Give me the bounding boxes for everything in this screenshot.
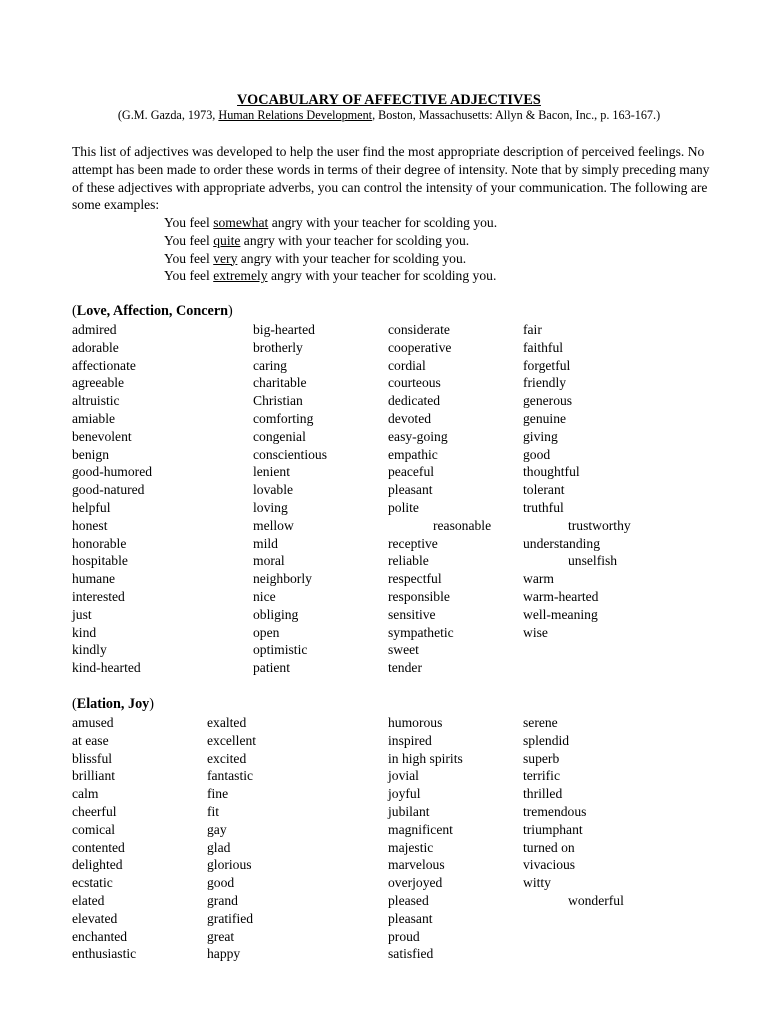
adjective-word: witty xyxy=(523,875,551,891)
adjective-word: responsible xyxy=(388,588,450,604)
adjective-word: well-meaning xyxy=(523,606,598,622)
adjective-word: forgetful xyxy=(523,357,571,373)
adjective-word: benevolent xyxy=(72,428,132,444)
section-heading-text: Love, Affection, Concern xyxy=(76,303,229,319)
adjective-word: elated xyxy=(72,892,105,908)
adjective-word: ecstatic xyxy=(72,875,113,891)
paren-close: ) xyxy=(228,303,233,319)
adjective-word: delighted xyxy=(72,857,123,873)
adjective-word: good xyxy=(523,446,551,462)
section-heading-love xyxy=(72,303,233,320)
example-prefix: You feel xyxy=(164,268,214,284)
adjective-word: optimistic xyxy=(253,642,308,658)
paren-close: ) xyxy=(149,696,154,712)
adjective-word: warm xyxy=(523,571,554,587)
adjective-word: polite xyxy=(388,499,419,515)
adjective-word: grand xyxy=(207,892,238,908)
adjective-word: inspired xyxy=(388,732,432,748)
adjective-word: superb xyxy=(523,750,560,766)
adjective-column xyxy=(523,321,631,641)
adjective-word: charitable xyxy=(253,375,307,391)
adjective-word: glad xyxy=(207,839,231,855)
adjective-word: hospitable xyxy=(72,553,128,569)
adjective-word: tolerant xyxy=(523,482,565,498)
adjective-word: congenial xyxy=(253,428,306,444)
adjective-word: brotherly xyxy=(253,339,303,355)
adjective-column xyxy=(207,714,256,963)
example-line xyxy=(164,250,497,268)
adjective-word: helpful xyxy=(72,499,111,515)
adjective-column xyxy=(388,714,463,963)
adjective-word: kind xyxy=(72,624,97,640)
adjective-word: reliable xyxy=(388,553,429,569)
adjective-word: Christian xyxy=(253,393,303,409)
adjective-word: majestic xyxy=(388,839,434,855)
adjective-word: serene xyxy=(523,715,558,730)
adjective-word: conscientious xyxy=(253,446,327,462)
adjective-word: honest xyxy=(72,517,108,533)
adjective-word: jubilant xyxy=(388,803,430,819)
adjective-word: generous xyxy=(523,393,573,409)
document-title: VOCABULARY OF AFFECTIVE ADJECTIVES xyxy=(237,92,541,108)
adjective-word: courteous xyxy=(388,375,441,391)
example-suffix: angry with your teacher for scolding you. xyxy=(267,268,497,284)
adjective-word: humane xyxy=(72,571,116,587)
adjective-word: caring xyxy=(253,357,287,373)
paren-open: ( xyxy=(72,696,77,712)
adjective-word: kindly xyxy=(72,642,107,658)
example-suffix: angry with your teacher for scolding you. xyxy=(237,250,467,266)
example-line xyxy=(164,214,497,232)
adjective-word: empathic xyxy=(388,446,438,462)
adjective-word: truthful xyxy=(523,499,564,515)
adjective-word: lovable xyxy=(253,482,294,498)
adjective-word: marvelous xyxy=(388,857,445,873)
adjective-word: thrilled xyxy=(523,786,563,802)
adjective-word: affectionate xyxy=(72,357,136,373)
paren-open: ( xyxy=(72,303,77,319)
adjective-word: giving xyxy=(523,428,558,444)
adjective-column xyxy=(253,321,327,677)
adjective-word: enchanted xyxy=(72,928,128,944)
adjective-word: open xyxy=(253,624,280,640)
adjective-word: magnificent xyxy=(388,821,453,837)
section-heading-elation xyxy=(72,696,154,713)
adjective-word: great xyxy=(207,928,235,944)
adjective-word: mellow xyxy=(253,517,294,533)
adjective-column xyxy=(72,321,152,677)
adjective-word: amiable xyxy=(72,410,116,426)
adjective-word: excellent xyxy=(207,732,257,748)
adjective-word: obliging xyxy=(253,606,299,622)
adjective-word: comical xyxy=(72,821,116,837)
adjective-word: understanding xyxy=(523,535,601,551)
adjective-word: devoted xyxy=(388,410,432,426)
adjective-word: nice xyxy=(253,588,276,604)
adjective-word: admired xyxy=(72,322,117,337)
adjective-word: enthusiastic xyxy=(72,946,137,962)
adjective-word: thoughtful xyxy=(523,464,580,480)
adjective-word: lenient xyxy=(253,464,290,480)
adjective-word: agreeable xyxy=(72,375,125,391)
adjective-word: easy-going xyxy=(388,428,448,444)
intro-text: This list of adjectives was developed to help the user find the most appropriate description of perceived feelings. No attempt has been made to order these words in terms of their degree of intensity. Note that by simply preceding many of these adjectives with appropriate adverbs, you can control the intensity of your communication. The following are some examples: xyxy=(72,144,710,213)
example-adverb: quite xyxy=(213,232,241,248)
citation-before: (G.M. Gazda, 1973, xyxy=(117,108,219,122)
example-adverb: very xyxy=(213,250,238,266)
adjective-word: exalted xyxy=(207,715,247,730)
adjective-word: fit xyxy=(207,803,220,819)
adjective-word: at ease xyxy=(72,732,109,748)
example-adverb: somewhat xyxy=(213,215,269,230)
adjective-word: sympathetic xyxy=(388,624,454,640)
adjective-word: kind-hearted xyxy=(72,660,141,676)
adjective-word: altruistic xyxy=(72,393,120,409)
adjective-word: warm-hearted xyxy=(523,588,599,604)
adjective-word: wonderful xyxy=(568,892,624,908)
adjective-word: sensitive xyxy=(388,606,436,622)
adjective-word: cheerful xyxy=(72,803,117,819)
adjective-word: neighborly xyxy=(253,571,312,587)
adjective-word: wise xyxy=(523,624,548,640)
adjective-column xyxy=(523,714,624,910)
adjective-word: excited xyxy=(207,750,247,766)
adjective-word: trustworthy xyxy=(568,517,631,533)
adjective-word: triumphant xyxy=(523,821,583,837)
adjective-word: tender xyxy=(388,660,422,676)
adjective-word: calm xyxy=(72,786,99,802)
example-suffix: angry with your teacher for scolding you. xyxy=(240,232,470,248)
adjective-word: humorous xyxy=(388,715,443,730)
adjective-word: considerate xyxy=(388,322,450,337)
adjective-column xyxy=(388,321,491,677)
adjective-word: moral xyxy=(253,553,285,569)
adjective-word: gratified xyxy=(207,910,254,926)
example-line xyxy=(164,232,497,250)
adjective-word: fair xyxy=(523,322,542,337)
example-prefix: You feel xyxy=(164,232,214,248)
adjective-word: cordial xyxy=(388,357,426,373)
adjective-word: dedicated xyxy=(388,393,441,409)
adjective-word: turned on xyxy=(523,839,575,855)
adjective-word: adorable xyxy=(72,339,119,355)
example-adverb: extremely xyxy=(213,268,268,284)
adjective-word: receptive xyxy=(388,535,438,551)
adjective-word: amused xyxy=(72,715,114,730)
adjective-word: satisfied xyxy=(388,946,434,962)
examples-list xyxy=(164,214,497,285)
adjective-word: elevated xyxy=(72,910,118,926)
adjective-word: blissful xyxy=(72,750,113,766)
adjective-word: contented xyxy=(72,839,125,855)
example-prefix: You feel xyxy=(164,250,214,266)
adjective-word: brilliant xyxy=(72,768,116,784)
adjective-word: comforting xyxy=(253,410,314,426)
adjective-word: pleased xyxy=(388,892,429,908)
example-prefix: You feel xyxy=(164,215,214,230)
adjective-word: tremendous xyxy=(523,803,587,819)
adjective-word: glorious xyxy=(207,857,252,873)
adjective-word: happy xyxy=(207,946,241,962)
adjective-word: jovial xyxy=(388,768,419,784)
adjective-word: pleasant xyxy=(388,482,433,498)
adjective-word: good-natured xyxy=(72,482,145,498)
adjective-word: joyful xyxy=(388,786,421,802)
citation-book-title: Human Relations Development xyxy=(218,108,373,122)
adjective-word: just xyxy=(72,606,92,622)
adjective-word: proud xyxy=(388,928,420,944)
adjective-word: reasonable xyxy=(433,517,492,533)
adjective-word: vivacious xyxy=(523,857,576,873)
citation xyxy=(0,108,768,123)
example-suffix: angry with your teacher for scolding you. xyxy=(268,215,498,230)
adjective-word: fantastic xyxy=(207,768,254,784)
adjective-word: fine xyxy=(207,786,229,802)
adjective-column xyxy=(72,714,136,963)
adjective-word: mild xyxy=(253,535,278,551)
adjective-word: pleasant xyxy=(388,910,433,926)
adjective-word: faithful xyxy=(523,339,564,355)
adjective-word: interested xyxy=(72,588,125,604)
adjective-word: overjoyed xyxy=(388,875,443,891)
adjective-word: big-hearted xyxy=(253,322,315,337)
section-heading-text: Elation, Joy xyxy=(76,696,150,712)
citation-after: , Boston, Massachusetts: Allyn & Bacon, Inc., p. 163-167.) xyxy=(372,108,661,122)
adjective-word: loving xyxy=(253,499,288,515)
adjective-word: in high spirits xyxy=(388,750,463,766)
adjective-word: terrific xyxy=(523,768,560,784)
adjective-word: good xyxy=(207,875,235,891)
adjective-word: cooperative xyxy=(388,339,452,355)
adjective-word: patient xyxy=(253,660,290,676)
adjective-word: unselfish xyxy=(568,553,618,569)
adjective-word: good-humored xyxy=(72,464,153,480)
adjective-word: honorable xyxy=(72,535,127,551)
intro-paragraph xyxy=(72,143,712,214)
adjective-word: sweet xyxy=(388,642,419,658)
adjective-word: peaceful xyxy=(388,464,435,480)
adjective-word: gay xyxy=(207,821,227,837)
adjective-word: splendid xyxy=(523,732,570,748)
adjective-word: benign xyxy=(72,446,109,462)
example-line xyxy=(164,267,497,285)
adjective-word: friendly xyxy=(523,375,567,391)
adjective-word: respectful xyxy=(388,571,442,587)
adjective-word: genuine xyxy=(523,410,567,426)
